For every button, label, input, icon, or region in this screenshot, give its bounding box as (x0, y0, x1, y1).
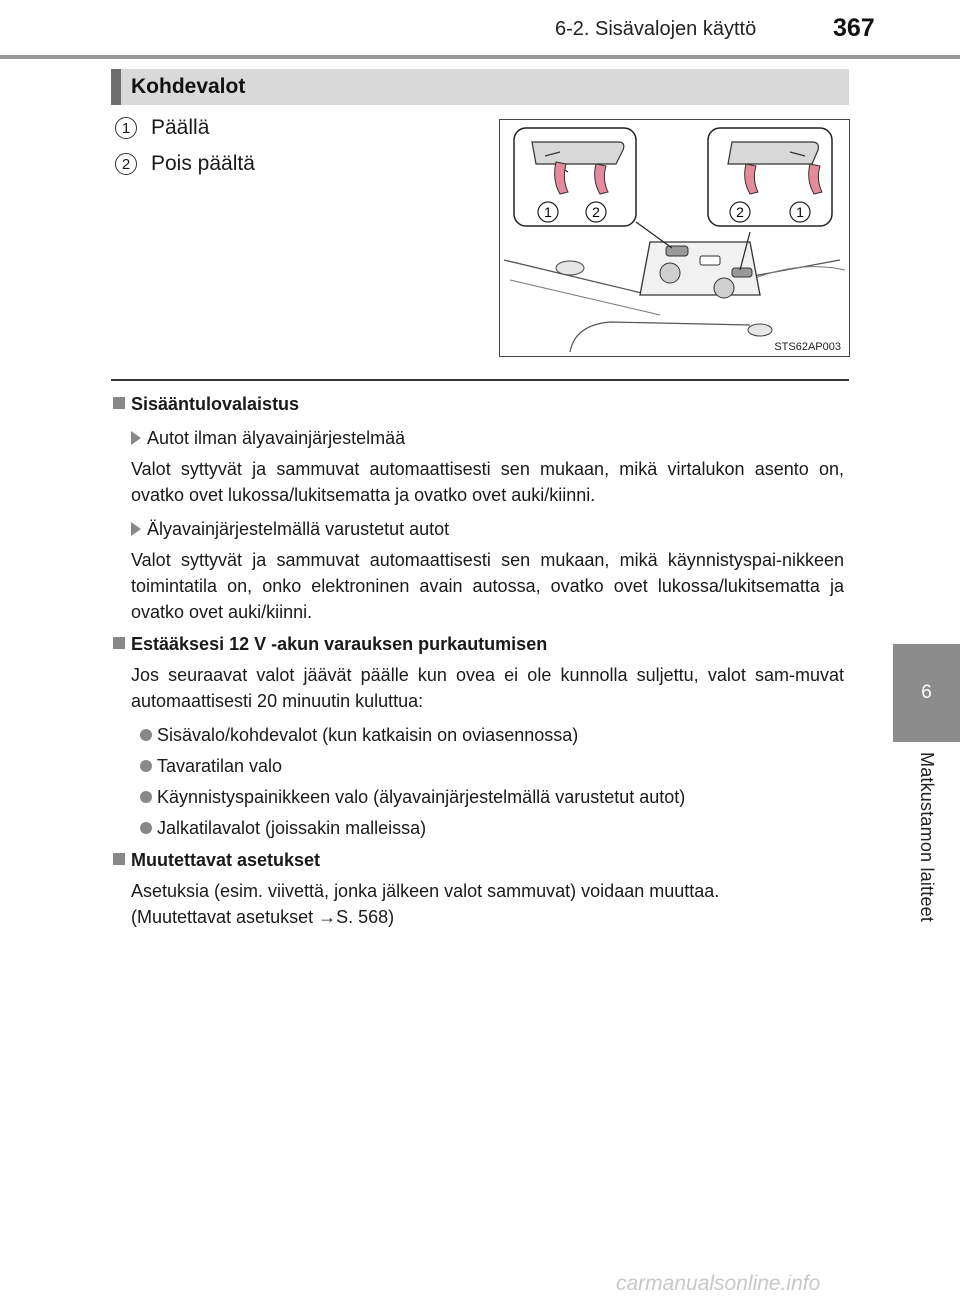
figure-code: STS62AP003 (774, 341, 841, 353)
subheading-text: Autot ilman älyavainjärjestelmää (147, 428, 406, 448)
round-bullet-icon (140, 791, 152, 803)
paragraph: Jos seuraavat valot jäävät päälle kun ovea ei ole kunnolla suljettu, valot sam-muvat automaattisesti 20 minuutin kuluttua: (131, 665, 844, 711)
chapter-number: 6 (921, 682, 932, 703)
list-item (113, 784, 844, 810)
chapter-tab (893, 644, 960, 742)
paragraph: Valot syttyvät ja sammuvat automaattisesti sen mukaan, mikä virtalukon asento on, ovatko ovet lukossa/lukitsematta ja ovatko ovet auki/kiinni. (131, 459, 844, 505)
square-bullet-icon (113, 397, 125, 409)
callout-left-1: 1 (544, 204, 552, 220)
subheading-smart-key (113, 516, 844, 542)
main-content (113, 387, 844, 930)
custom-settings-heading (113, 847, 844, 873)
paragraph: Asetuksia (esim. viivettä, jonka jälkeen valot sammuvat) voidaan muuttaa. (131, 881, 720, 901)
triangle-bullet-icon (131, 431, 141, 445)
list-item (113, 753, 844, 779)
list-item-text: Jalkatilavalot (joissakin malleissa) (157, 818, 427, 838)
battery-discharge-heading (113, 631, 844, 657)
chapter-label: Matkustamon laitteet (917, 752, 937, 923)
section-heading-text: Kohdevalot (131, 75, 246, 98)
round-bullet-icon (140, 822, 152, 834)
square-bullet-icon (113, 637, 125, 649)
list-item (113, 722, 844, 748)
list-item-text: Tavaratilan valo (157, 756, 283, 776)
illustration-svg (500, 120, 848, 355)
callout-left-2: 2 (592, 204, 600, 220)
heading-text: Sisääntulovalaistus (131, 394, 300, 414)
heading-text: Muutettavat asetukset (131, 850, 321, 870)
legend-item-off (115, 150, 255, 178)
round-bullet-icon (140, 729, 152, 741)
page-number: 367 (833, 14, 875, 42)
list-item-text: Käynnistyspainikkeen valo (älyavainjärjestelmällä varustetut autot) (157, 787, 686, 807)
entry-lighting-heading (113, 391, 844, 417)
section-heading (111, 69, 849, 105)
legend-label: Päällä (151, 116, 210, 139)
section-title: 6-2. Sisävalojen käyttö (555, 18, 757, 40)
page-reference: (Muutettavat asetukset →S. 568) (131, 907, 395, 927)
watermark: carmanualsonline.info (616, 1272, 821, 1295)
header-rule (0, 55, 960, 59)
chapter-label-container (893, 752, 960, 952)
subheading-text: Älyavainjärjestelmällä varustetut autot (147, 519, 450, 539)
heading-text: Estääksesi 12 V -akun varauksen purkautumisen (131, 634, 548, 654)
legend-item-on (115, 114, 209, 142)
section-divider (111, 379, 849, 381)
callout-right-1: 1 (796, 204, 804, 220)
callout-number-badge: 2 (115, 153, 137, 175)
subheading-no-smart-key (113, 425, 844, 451)
round-bullet-icon (140, 760, 152, 772)
legend-label: Pois päältä (151, 152, 255, 175)
square-bullet-icon (113, 853, 125, 865)
callout-number-badge: 1 (115, 117, 137, 139)
triangle-bullet-icon (131, 522, 141, 536)
list-item-text: Sisävalo/kohdevalot (kun katkaisin on oviasennossa) (157, 725, 579, 745)
overhead-console-illustration (499, 119, 850, 357)
list-item (113, 815, 844, 841)
paragraph: Valot syttyvät ja sammuvat automaattisesti sen mukaan, mikä käynnistyspai-nikkeen toimintatila on, onko elektroninen avain autossa, ovatko ovet lukossa/lukitsematta ja ovatko ovet auki/kiinni. (131, 550, 844, 622)
callout-right-2: 2 (736, 204, 744, 220)
